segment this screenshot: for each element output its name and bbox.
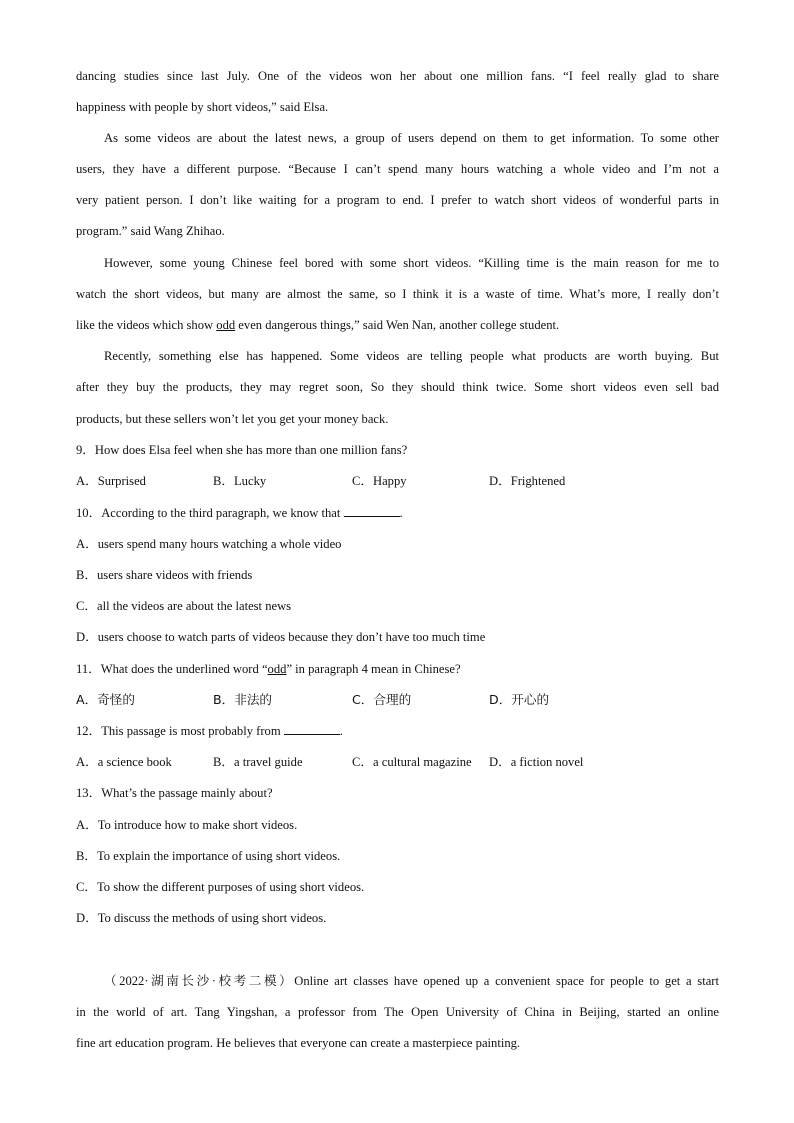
question-9-stem: 9．How does Elsa feel when she has more than one million fans? [76, 443, 408, 457]
passage-line [76, 315, 719, 335]
option-a[interactable]: A．users spend many hours watching a whole video [76, 537, 342, 551]
option-d[interactable]: D．开心的 [489, 692, 550, 707]
option-b[interactable]: B．users share videos with friends [76, 568, 253, 582]
question-text: 10．According to the third paragraph, we know that [76, 506, 344, 520]
passage-text: like the videos which show [76, 318, 217, 332]
passage-line: As some videos are about the latest news, a group of users depend on them to get information. To some other [104, 131, 719, 145]
option-d[interactable]: D．users choose to watch parts of videos because they don’t have too much time [76, 630, 486, 644]
question-text: ” in paragraph 4 mean in Chinese? [286, 662, 461, 676]
passage-line: happiness with people by short videos,” said Elsa. [76, 100, 329, 114]
question-text: 11．What does the underlined word “ [76, 662, 268, 676]
underlined-word: odd [267, 662, 287, 676]
question-11-options [76, 690, 719, 710]
option-a[interactable]: A．a science book [76, 755, 172, 769]
passage-line: products, but these sellers won’t let you get your money back. [76, 412, 389, 426]
option-c[interactable]: C．To show the different purposes of using short videos. [76, 880, 365, 894]
passage-line: Recently, something else has happened. Some videos are telling people what products are worth buying. But [104, 349, 719, 363]
passage-line: watch the short videos, but many are almost the same, so I think it is a waste of time. What’s more, I really don’t [76, 287, 719, 301]
option-c[interactable]: C．合理的 [352, 692, 412, 707]
option-c[interactable]: C．a cultural magazine [352, 755, 472, 769]
option-b[interactable]: B．非法的 [213, 692, 273, 707]
option-b[interactable]: B．To explain the importance of using short videos. [76, 849, 341, 863]
passage-text: even dangerous things,” said Wen Nan, another college student. [235, 318, 560, 332]
option-a[interactable]: A．To introduce how to make short videos. [76, 818, 298, 832]
underlined-word: odd [216, 318, 236, 332]
option-d[interactable]: D．Frightened [489, 474, 566, 488]
option-d[interactable]: D．a fiction novel [489, 755, 584, 769]
question-9-options [76, 471, 719, 491]
question-13-stem: 13．What’s the passage mainly about? [76, 786, 273, 800]
passage-line: in the world of art. Tang Yingshan, a professor from The Open University of China in Beijing, started an online [76, 1005, 719, 1019]
passage-line: fine art education program. He believes that everyone can create a masterpiece painting. [76, 1036, 521, 1050]
passage-line: However, some young Chinese feel bored with some short videos. “Killing time is the main reason for me to [104, 256, 719, 270]
option-b[interactable]: B．Lucky [213, 474, 267, 488]
option-a[interactable]: A．奇怪的 [76, 692, 135, 707]
option-c[interactable]: C．Happy [352, 474, 407, 488]
passage-line: after they buy the products, they may regret soon, So they should think twice. Some short videos even sell bad [76, 380, 719, 394]
passage-line: （2022·湖南长沙·校考二模）Online art classes have opened up a convenient space for people to get a start [104, 974, 719, 988]
option-a[interactable]: A．Surprised [76, 474, 146, 488]
question-text: . [339, 724, 343, 738]
answer-blank [284, 722, 340, 735]
question-text: 12．This passage is most probably from [76, 724, 284, 738]
option-d[interactable]: D．To discuss the methods of using short videos. [76, 911, 327, 925]
question-10-stem [76, 503, 719, 523]
question-12-options [76, 752, 719, 772]
option-b[interactable]: B．a travel guide [213, 755, 303, 769]
question-text: . [399, 506, 403, 520]
question-12-stem [76, 721, 719, 741]
passage-line: very patient person. I don’t like waiting for a program to end. I prefer to watch short videos of wonderful parts in [76, 193, 719, 207]
passage-line: users, they have a different purpose. “Because I can’t spend many hours watching a whole video and I’m not a [76, 162, 719, 176]
question-11-stem [76, 659, 719, 679]
answer-blank [344, 504, 400, 517]
passage-line: dancing studies since last July. One of the videos won her about one million fans. “I feel really glad to share [76, 69, 719, 83]
passage-line: program.” said Wang Zhihao. [76, 224, 225, 238]
option-c[interactable]: C．all the videos are about the latest news [76, 599, 292, 613]
